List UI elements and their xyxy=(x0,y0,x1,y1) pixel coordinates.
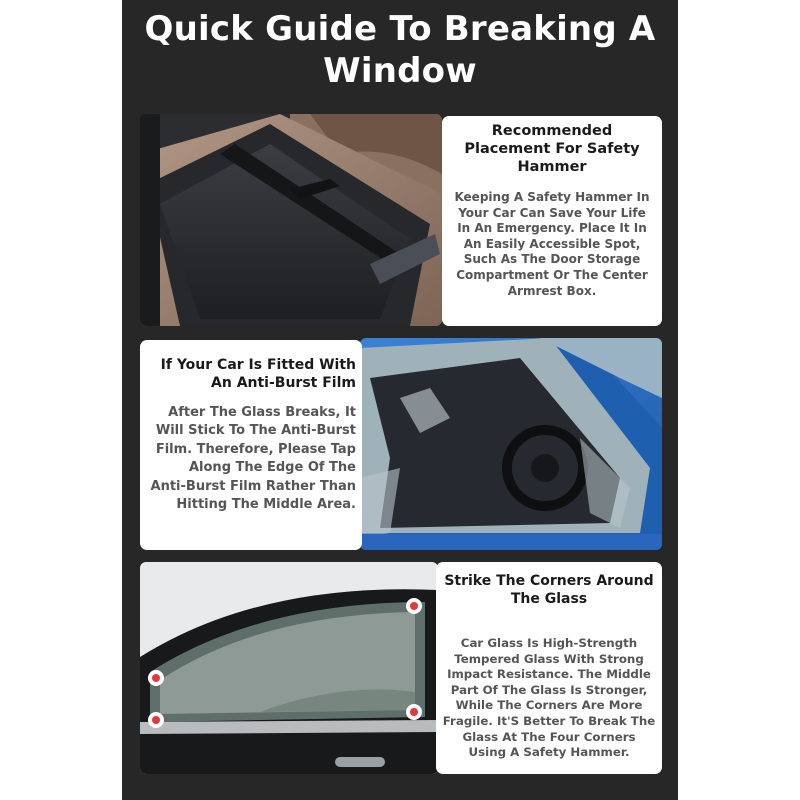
anti-burst-heading: If Your Car Is Fitted With An Anti-Burst Film xyxy=(160,357,356,391)
poster xyxy=(122,0,678,800)
corners-heading: Strike The Corners Around The Glass xyxy=(444,573,654,607)
anti-burst-body: After The Glass Breaks, It Will Stick To The Anti-Burst Film. Therefore, Please Tap Along The Edge Of The Anti-Burst Film Rather Than Hitting The Middle Area. xyxy=(150,405,356,513)
placement-heading: Recommended Placement For Safety Hammer xyxy=(464,123,640,175)
corners-body: Car Glass Is High-Strength Tempered Glass With Strong Impact Resistance. The Middle Part Of The Glass Is Stronger, While The Corners Are More Fragile. It'S Better To Break The Glass At The Four Corners Using A Safety Hammer. xyxy=(442,636,656,760)
window-corners-photo xyxy=(140,562,438,774)
placement-card xyxy=(442,116,662,326)
armrest-storage-photo xyxy=(140,114,442,326)
shattered-window-photo xyxy=(360,338,662,550)
page-title: Quick Guide To Breaking A Window xyxy=(144,9,656,91)
anti-burst-card xyxy=(140,340,362,550)
placement-body: Keeping A Safety Hammer In Your Car Can Save Your Life In An Emergency. Place It In An Easily Accessible Spot, Such As The Door Storage Compartment Or The Center Armrest Box. xyxy=(454,190,650,298)
corners-card xyxy=(436,562,662,774)
